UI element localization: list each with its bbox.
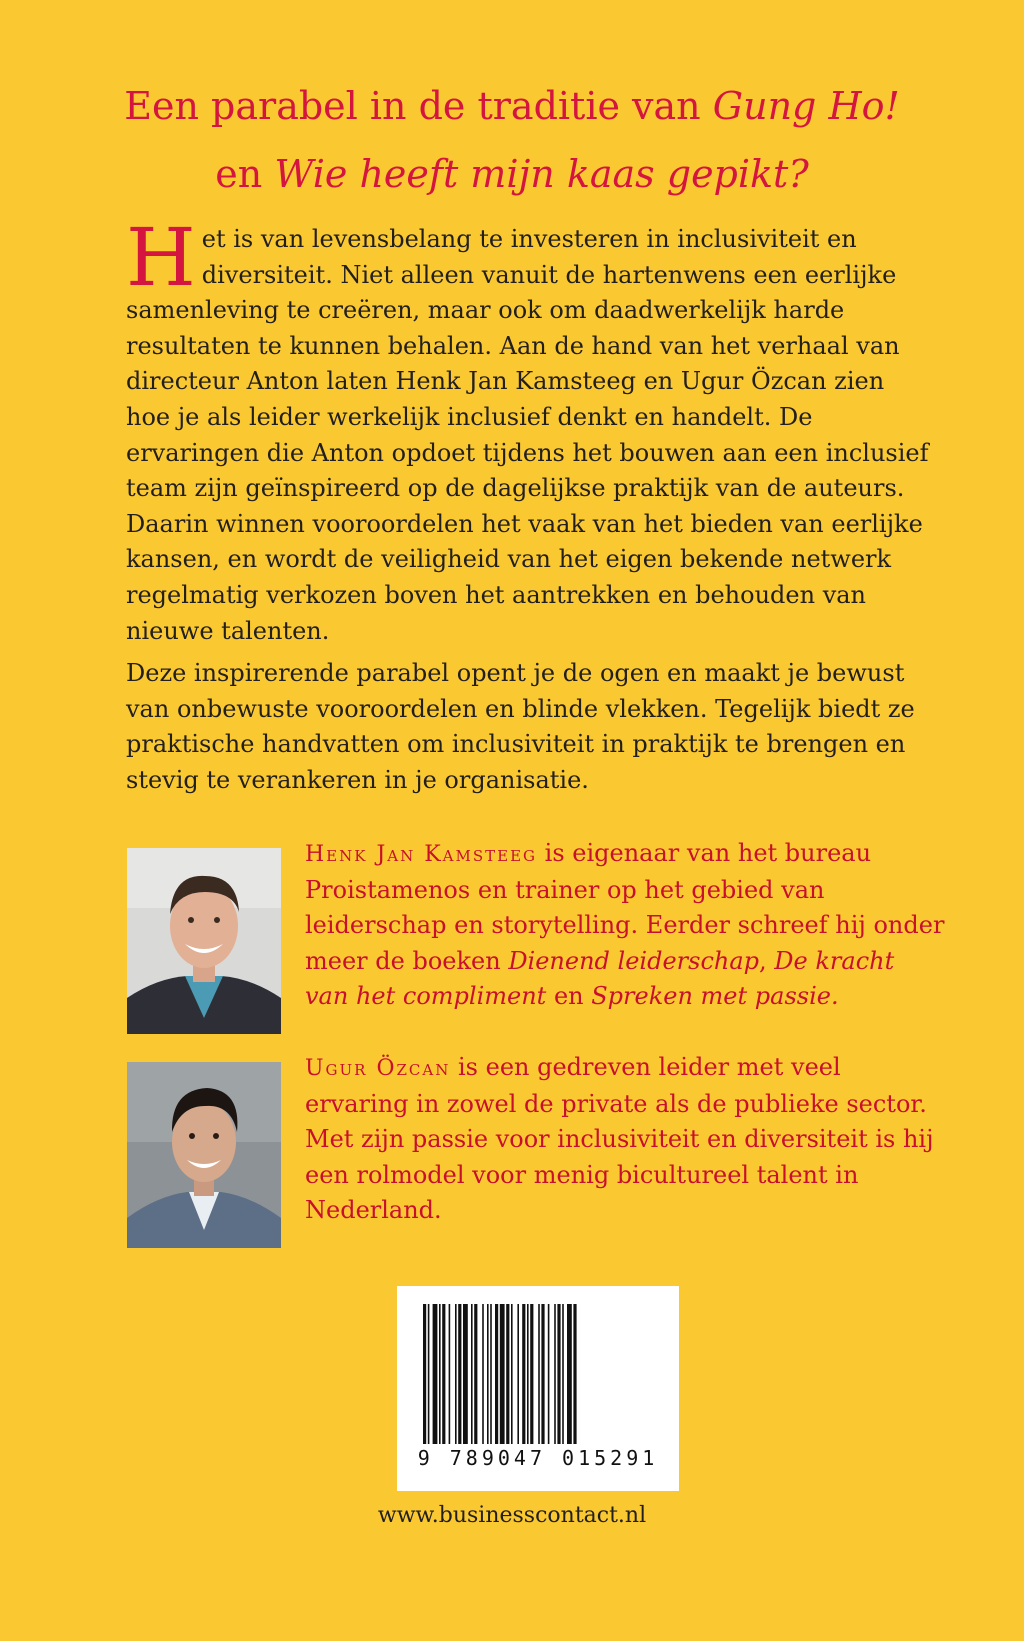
barcode-bar <box>423 1304 426 1444</box>
author-bio-ugur <box>305 1050 945 1229</box>
author-bio-text: is een gedreven leider met veel ervaring in zowel de private als de publieke sector. Met zijn passie voor inclusiviteit en diversiteit is hij een rolmodel voor menig bicultureel talent in Nederland. <box>305 1053 934 1225</box>
barcode-bar <box>433 1304 438 1444</box>
book-title: De kracht van het compliment <box>305 946 895 1011</box>
barcode-bar <box>474 1304 477 1444</box>
book-title-gung-ho: Gung Ho! <box>712 84 900 128</box>
separator: , <box>759 946 775 975</box>
barcode-bar <box>442 1304 445 1444</box>
barcode-bar <box>506 1304 509 1444</box>
drop-cap: H <box>126 211 196 304</box>
tagline-text: Een parabel in de traditie van <box>124 84 713 128</box>
barcode-bar <box>449 1304 451 1444</box>
barcode-bar <box>463 1304 468 1444</box>
barcode-bar <box>487 1304 489 1444</box>
tagline-line-1 <box>0 72 1024 140</box>
barcode-bar <box>490 1304 492 1444</box>
barcode-bars <box>419 1304 657 1454</box>
intro-text: et is van levensbelang te investeren in inclusiviteit en diversiteit. Niet alleen vanuit de hartenwens een eerlijke samenleving te creëren, maar ook om daadwerkelijk harde resultaten te kunnen behalen. Aan de hand van het verhaal van directeur Anton laten Henk Jan Kamsteeg en Ugur Özcan zien hoe je als leider werkelijk inclusief denkt en handelt. De ervaringen die Anton opdoet tijdens het bouwen aan een inclusief team zijn geïnspireerd op de dagelijkse praktijk van de auteurs. Daarin winnen vooroordelen het vaak van het bieden van eerlijke kansen, en wordt de veiligheid van het eigen bekende netwerk regelmatig verkozen boven het aantrekken en behouden van nieuwe talenten. <box>126 225 929 645</box>
book-title-kaas: Wie heeft mijn kaas gepikt? <box>274 152 809 196</box>
barcode-bar <box>455 1304 457 1444</box>
tagline <box>0 72 1024 208</box>
barcode-bar <box>548 1304 550 1444</box>
author-photo-ugur <box>127 1062 281 1248</box>
author-bio-henk-jan <box>305 836 945 1015</box>
author-name: Henk Jan Kamsteeg <box>305 842 538 867</box>
barcode-bar <box>573 1304 576 1444</box>
tagline-text: en <box>215 152 275 196</box>
separator: en <box>546 982 592 1011</box>
barcode-bar <box>557 1304 560 1444</box>
barcode-bar <box>500 1304 505 1444</box>
barcode-bar <box>517 1304 519 1444</box>
book-title: Dienend leiderschap <box>508 946 760 975</box>
barcode-bar <box>428 1304 430 1444</box>
barcode-bar <box>482 1304 484 1444</box>
barcode-bar <box>458 1304 461 1444</box>
barcode-bar <box>541 1304 544 1444</box>
barcode-bar <box>562 1304 564 1444</box>
author-name: Ugur Özcan <box>305 1056 451 1081</box>
barcode-bar <box>538 1304 540 1444</box>
barcode-bar <box>554 1304 556 1444</box>
barcode-bar <box>567 1304 572 1444</box>
book-title: Spreken met passie. <box>591 982 839 1011</box>
author-photo-henk-jan <box>127 848 281 1034</box>
barcode-bar <box>471 1304 473 1444</box>
barcode-bar <box>495 1304 498 1444</box>
second-paragraph: Deze inspirerende parabel opent je de ogen en maakt je bewust van onbewuste vooroordelen en blinde vlekken. Tegelijk biedt ze praktische handvatten om inclusiviteit in praktijk te brengen en stevig te verankeren in je organisatie. <box>126 659 915 794</box>
publisher-website: www.businesscontact.nl <box>377 1503 647 1528</box>
isbn-number: 9 789047 015291 <box>417 1446 659 1470</box>
author-bio-text: is eigenaar van het bureau Proistamenos en trainer op het gebied van leiderschap en storytelling. Eerder schreef hij onder meer de boeken <box>305 839 945 975</box>
barcode-bar <box>522 1304 525 1444</box>
barcode-bar <box>439 1304 441 1444</box>
isbn-barcode <box>397 1286 679 1491</box>
tagline-line-2 <box>0 140 1024 208</box>
barcode-bar <box>530 1304 533 1444</box>
barcode-bar <box>527 1304 529 1444</box>
intro-paragraph <box>126 211 934 649</box>
barcode-bar <box>511 1304 513 1444</box>
